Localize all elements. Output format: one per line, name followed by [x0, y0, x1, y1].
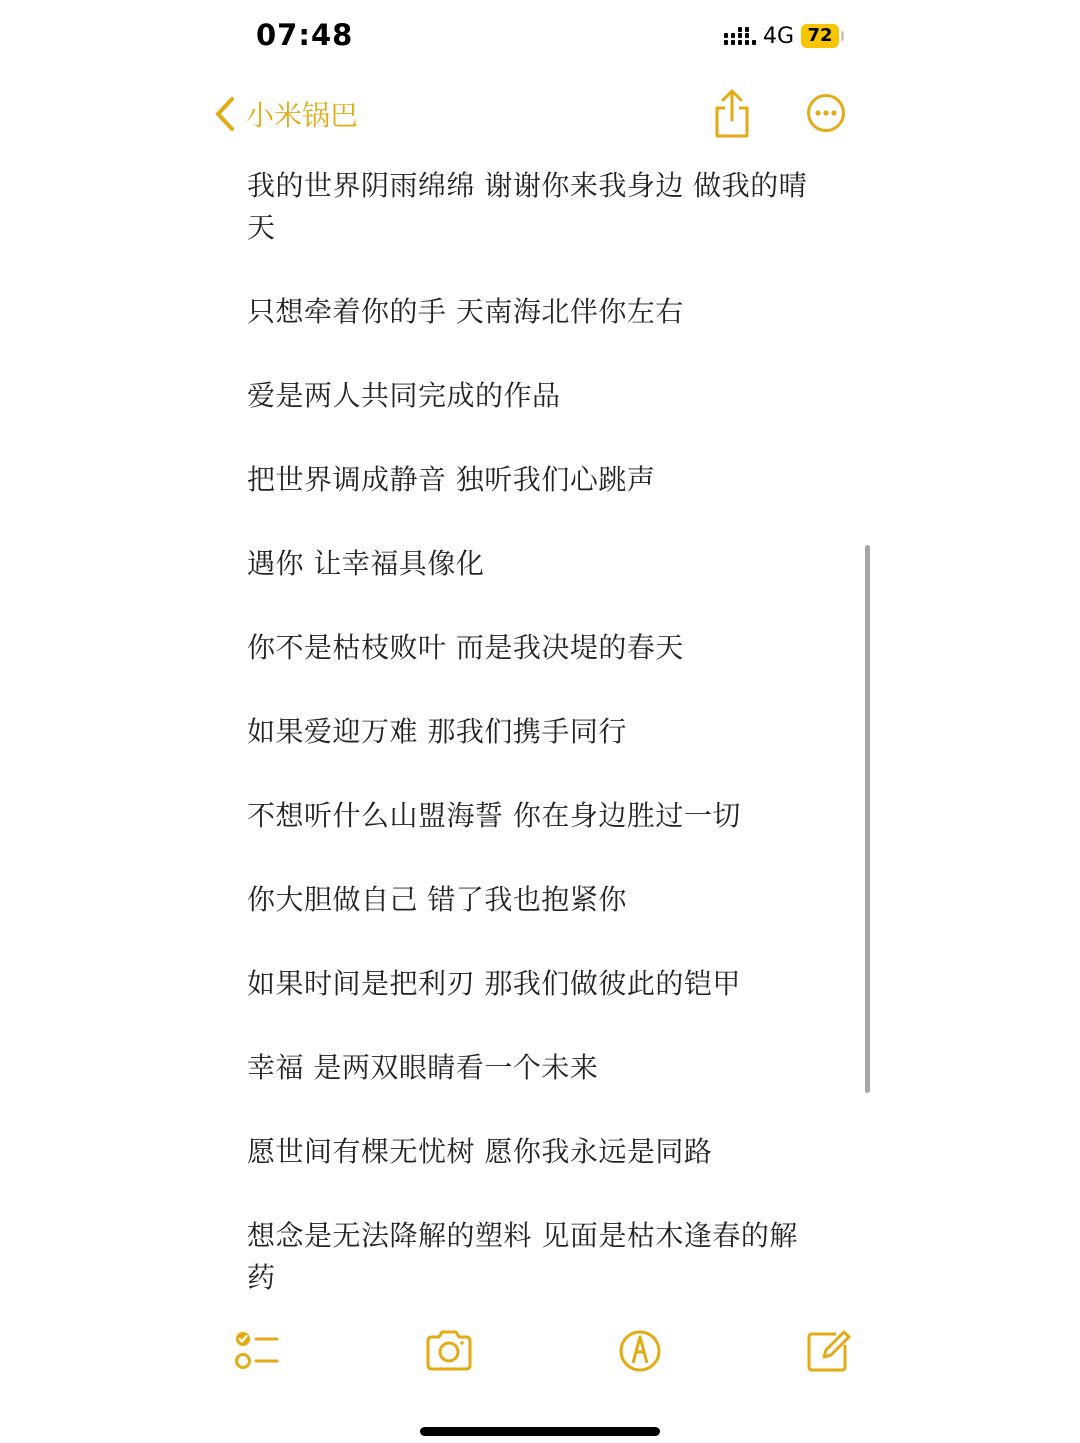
- note-line: 药: [247, 1261, 276, 1294]
- scrollbar[interactable]: [865, 545, 870, 1093]
- back-label: 小米锅巴: [246, 99, 359, 132]
- nav-bar: [0, 80, 1080, 150]
- note-line: 不想听什么山盟海誓 你在身边胜过一切: [247, 799, 741, 832]
- note-line: 愿世间有棵无忧树 愿你我永远是同路: [247, 1135, 713, 1168]
- compose-icon[interactable]: [802, 1325, 854, 1377]
- note-line: 遇你 让幸福具像化: [247, 547, 485, 580]
- camera-icon[interactable]: [423, 1325, 475, 1377]
- markup-icon[interactable]: [614, 1325, 666, 1377]
- note-line: 把世界调成静音 独听我们心跳声: [247, 463, 656, 496]
- note-line: 天: [247, 211, 276, 244]
- checklist-icon[interactable]: [232, 1325, 284, 1377]
- battery-level: 72: [801, 24, 839, 48]
- chevron-left-icon: [214, 96, 236, 132]
- bottom-toolbar: [0, 1325, 1080, 1385]
- note-line: 你不是枯枝败叶 而是我决堤的春天: [247, 631, 684, 664]
- note-line: 我的世界阴雨绵绵 谢谢你来我身边 做我的晴: [247, 169, 808, 202]
- note-line: 幸福 是两双眼睛看一个未来: [247, 1051, 599, 1084]
- note-line: 爱是两人共同完成的作品: [247, 379, 561, 412]
- note-line: 你大胆做自己 错了我也抱紧你: [247, 883, 627, 916]
- cellular-signal-icon: [724, 27, 756, 47]
- network-type: 4G: [763, 24, 795, 49]
- share-icon[interactable]: [710, 88, 754, 140]
- back-button[interactable]: [214, 92, 358, 136]
- note-line: 只想牵着你的手 天南海北伴你左右: [247, 295, 684, 328]
- more-icon[interactable]: [806, 93, 846, 133]
- note-line: 想念是无法降解的塑料 见面是枯木逢春的解: [247, 1219, 798, 1252]
- note-line: 如果爱迎万难 那我们携手同行: [247, 715, 627, 748]
- note-line: 如果时间是把利刃 那我们做彼此的铠甲: [247, 967, 741, 1000]
- home-indicator[interactable]: [420, 1427, 660, 1436]
- note-body[interactable]: [247, 165, 847, 1299]
- battery-cap: [841, 31, 844, 41]
- status-bar: [0, 0, 1080, 72]
- status-time: 07:48: [256, 18, 354, 52]
